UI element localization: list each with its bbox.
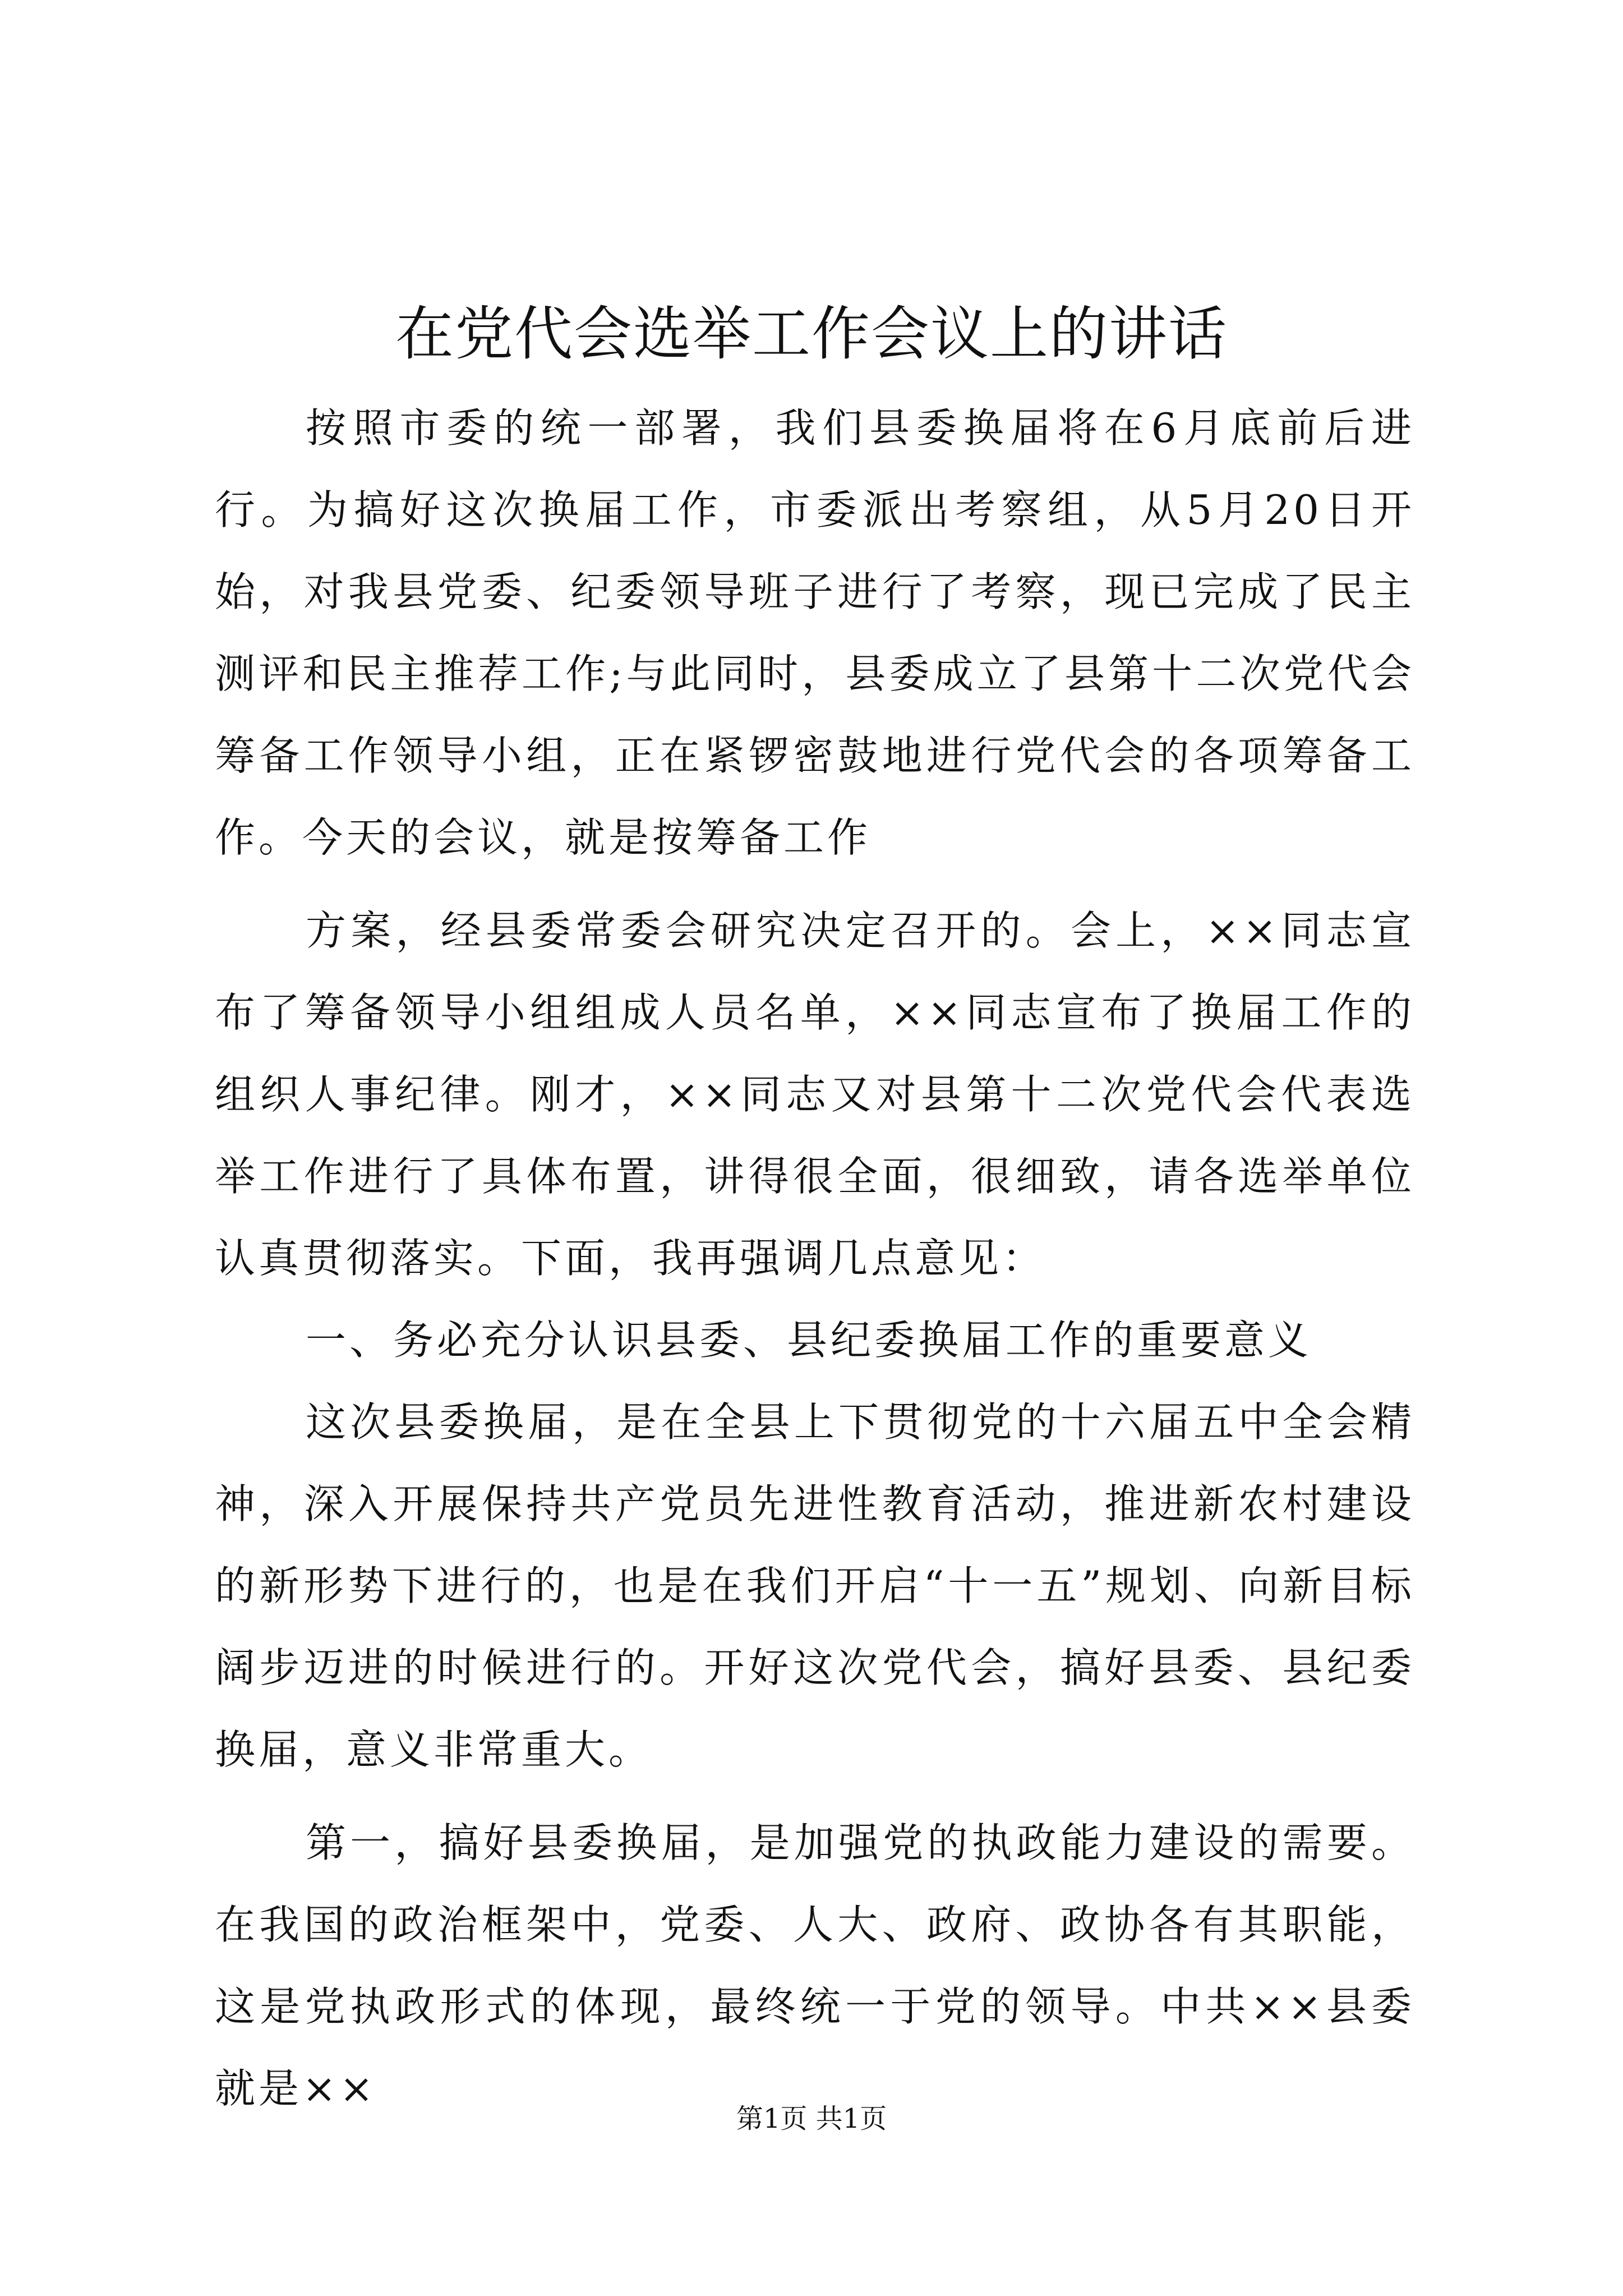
section-heading-1: 一、务必充分认识县委、县纪委换届工作的重要意义 — [306, 1317, 1312, 1364]
paragraph-1: 按照市委的统一部署，我们县委换届将在6月底前后进行。为搞好这次换届工作，市委派出考察组，从5月20日开始，对我县党委、纪委领导班子进行了考察，现已完成了民主测评和民主推荐工作;与此同时，县委成立了县第十二次党代会筹备工作领导小组，正在紧锣密鼓地进行党代会的各项筹备工作。今天的会议，就是按筹备工作 — [215, 404, 1415, 861]
paragraph-4: 第一，搞好县委换届，是加强党的执政能力建设的需要。在我国的政治框架中，党委、人大、政府、政协各有其职能，这是党执政形式的体现，最终统一于党的领导。中共××县委就是×× — [215, 1819, 1415, 2112]
paragraph-2: 方案，经县委常委会研究决定召开的。会上，××同志宣布了筹备领导小组组成人员名单，××同志宣布了换届工作的组织人事纪律。刚才，××同志又对县第十二次党代会代表选举工作进行了具体布置，讲得很全面，很细致，请各选举单位认真贯彻落实。下面，我再强调几点意见： — [215, 907, 1415, 1282]
paragraph-3: 这次县委换届，是在全县上下贯彻党的十六届五中全会精神，深入开展保持共产党员先进性教育活动，推进新农村建设的新形势下进行的，也是在我们开启“十一五”规划、向新目标阔步迈进的时候进行的。开好这次党代会，搞好县委、县纪委换届，意义非常重大。 — [215, 1398, 1415, 1773]
document-body — [215, 387, 1415, 2129]
page-footer: 第1页 共1页 — [736, 2103, 887, 2134]
document-title: 在党代会选举工作会议上的讲话 — [395, 300, 1228, 368]
